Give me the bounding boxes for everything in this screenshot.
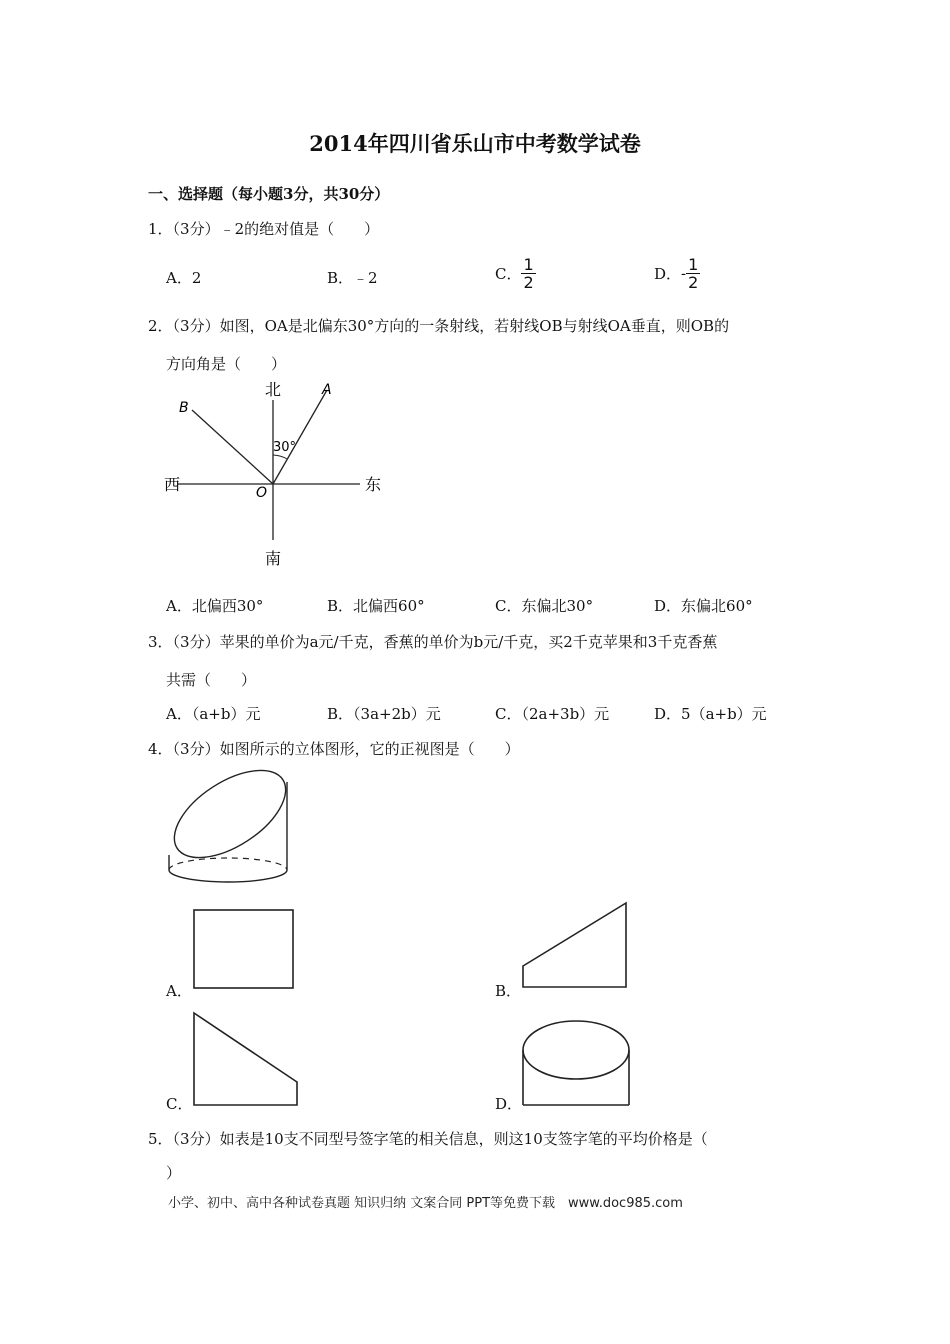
q1-option-c [495, 256, 536, 291]
bottom-back-arc-dashed [169, 858, 287, 870]
q1-option-d [654, 256, 700, 291]
q1-option-a: A．2 [166, 269, 202, 287]
west-label: 西 [164, 475, 181, 494]
east-label: 东 [365, 475, 382, 494]
question-1-stem: 1．（3分）﹣2的绝对值是（ ） [148, 220, 380, 238]
south-label: 南 [265, 549, 282, 568]
page-footer: 小学、初中、高中各种试卷真题 知识归纳 文案合同 PPT等免费下载 www.doc985.com [168, 1196, 683, 1211]
q3-option-b: B．（3a+2b）元 [327, 705, 441, 723]
q1-c-denominator: 2 [523, 273, 534, 292]
q3-option-a: A．（a+b）元 [166, 705, 261, 723]
page-title: 2014年四川省乐山市中考数学试卷 [309, 131, 641, 156]
rectangle-shape [194, 910, 293, 988]
q2-option-b: B．北偏西60° [327, 597, 425, 615]
point-a-label: A [322, 382, 332, 398]
question-2-stem-line2: 方向角是（ ） [166, 355, 287, 373]
q4-option-b-figure-trapezoid [518, 900, 633, 992]
q1-d-sign: - [681, 264, 687, 283]
angle-arc [273, 455, 287, 459]
q4-option-d: D． [495, 1095, 523, 1113]
q4-option-a-figure-rectangle [190, 908, 300, 993]
q1-option-b: B．﹣2 [327, 269, 378, 287]
question-5-stem-line2: ） [166, 1164, 182, 1182]
q4-option-a: A． [166, 982, 192, 1000]
slanted-top-ellipse [160, 762, 300, 875]
angle-label: 30° [273, 440, 297, 455]
trapezoid-shape [523, 903, 626, 987]
q1-d-numerator: 1 [688, 255, 699, 274]
origin-o-label: O [256, 485, 268, 501]
question-3-stem-line1: 3．（3分）苹果的单价为a元/千克，香蕉的单价为b元/千克，买2千克苹果和3千克香蕉 [148, 633, 718, 651]
q1-option-d-label: D． [654, 265, 682, 283]
section-heading: 一、选择题（每小题3分，共30分） [148, 185, 390, 203]
q4-option-c: C． [166, 1095, 193, 1113]
q4-option-c-figure-trapezoid [190, 1010, 302, 1108]
compass-direction-figure [150, 370, 390, 575]
point-b-label: B [179, 400, 189, 416]
ray-ob [192, 410, 273, 484]
q1-option-c-label: C． [495, 265, 522, 283]
q2-option-d: D．东偏北60° [654, 597, 753, 615]
q3-option-c: C．（2a+3b）元 [495, 705, 610, 723]
q1-d-denominator: 2 [688, 273, 699, 292]
q1-c-numerator: 1 [523, 255, 534, 274]
question-3-stem-line2: 共需（ ） [166, 671, 257, 689]
bottom-front-arc [169, 870, 287, 882]
ray-oa [273, 390, 327, 484]
question-4-stem: 4．（3分）如图所示的立体图形，它的正视图是（ ） [148, 740, 520, 758]
q1-option-d-fraction [686, 256, 700, 291]
q2-option-a: A．北偏西30° [166, 597, 264, 615]
q4-option-b: B． [495, 982, 522, 1000]
q2-option-c: C．东偏北30° [495, 597, 594, 615]
q3-option-d: D．5（a+b）元 [654, 705, 767, 723]
q1-option-c-fraction [521, 256, 535, 291]
north-label: 北 [265, 380, 282, 399]
trapezoid-shape-c [194, 1013, 297, 1105]
solid-figure-truncated-cylinder [160, 762, 300, 887]
top-ellipse [523, 1021, 629, 1079]
q4-option-d-figure-cylinder [518, 1018, 636, 1110]
question-2-stem-line1: 2．（3分）如图，OA是北偏东30°方向的一条射线，若射线OB与射线OA垂直，则OB的 [148, 317, 730, 335]
question-5-stem-line1: 5．（3分）如表是10支不同型号签字笔的相关信息，则这10支签字笔的平均价格是（ [148, 1130, 708, 1148]
